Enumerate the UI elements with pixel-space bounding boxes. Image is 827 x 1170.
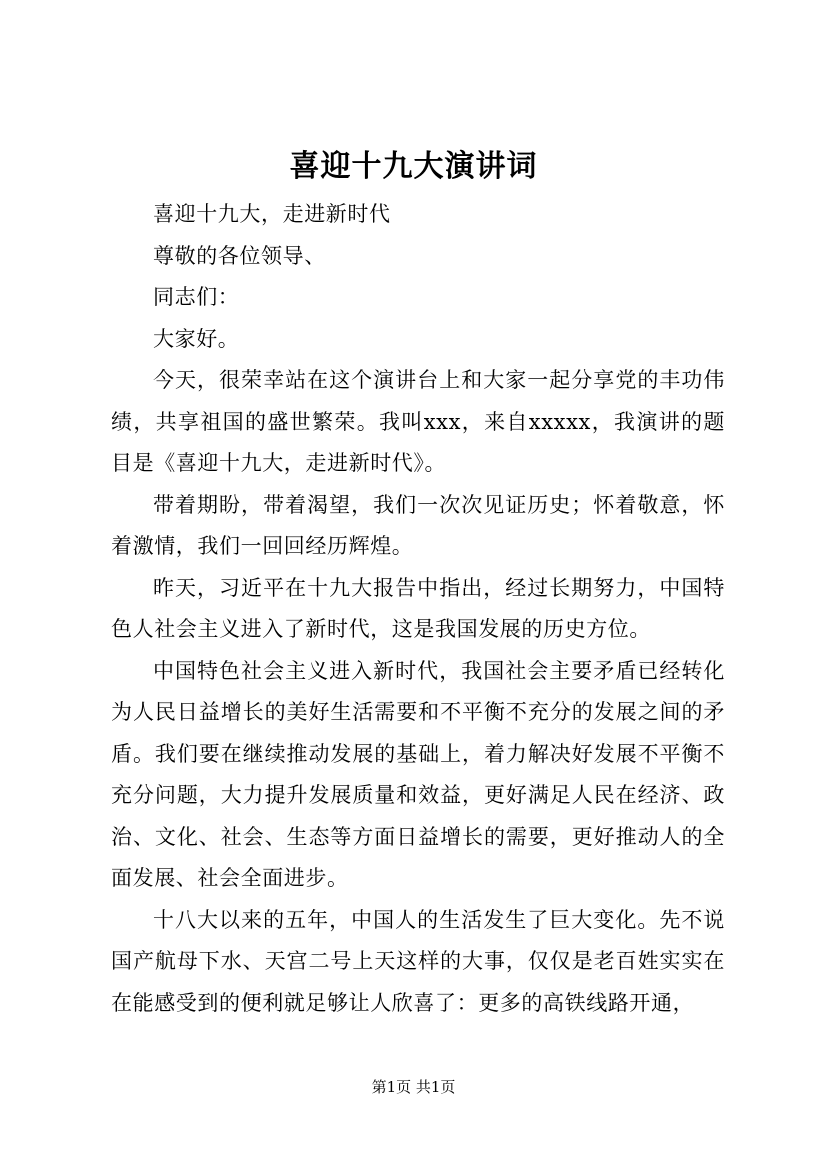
paragraph-salutation-leaders: 尊敬的各位领导、 xyxy=(153,243,326,268)
paragraph-contradiction: 中国特色社会主义进入新时代，我国社会主要矛盾已经转化为人民日益增长的美好生活需要和不平衡不充分的发展之间的矛盾。我们要在继续推动发展的基础上，着力解决好发展不平衡不充分问题，大力提升发展质量和效益，更好满足人民在经济、政治、文化、社会、生态等方面日益增长的需要，更好推动人的全面发展、社会全面进步。 xyxy=(111,658,725,890)
document-body xyxy=(111,194,725,1024)
document-title: 喜迎十九大演讲词 xyxy=(289,149,538,184)
paragraph-introduction: 今天，很荣幸站在这个演讲台上和大家一起分享党的丰功伟绩，共享祖国的盛世繁荣。我叫xxx，来自xxxxx，我演讲的题目是《喜迎十九大，走进新时代》。 xyxy=(111,368,725,475)
paragraph-subtitle: 喜迎十九大，走进新时代 xyxy=(153,202,391,226)
paragraph-history: 带着期盼，带着渴望，我们一次次见证历史；怀着敬意，怀着激情，我们一回回经历辉煌。 xyxy=(111,492,725,558)
paragraph-five-years: 十八大以来的五年，中国人的生活发生了巨大变化。先不说国产航母下水、天宫二号上天这样的大事，仅仅是老百姓实实在在能感受到的便利就足够让人欣喜了：更多的高铁线路开通， xyxy=(111,907,725,1015)
page-footer: 第1页 共1页 xyxy=(371,1078,456,1096)
paragraph-salutation-comrades: 同志们： xyxy=(153,285,240,309)
paragraph-report: 昨天，习近平在十九大报告中指出，经过长期努力，中国特色人社会主义进入了新时代，这是我国发展的历史方位。 xyxy=(111,575,725,641)
paragraph-greeting: 大家好。 xyxy=(153,326,240,351)
